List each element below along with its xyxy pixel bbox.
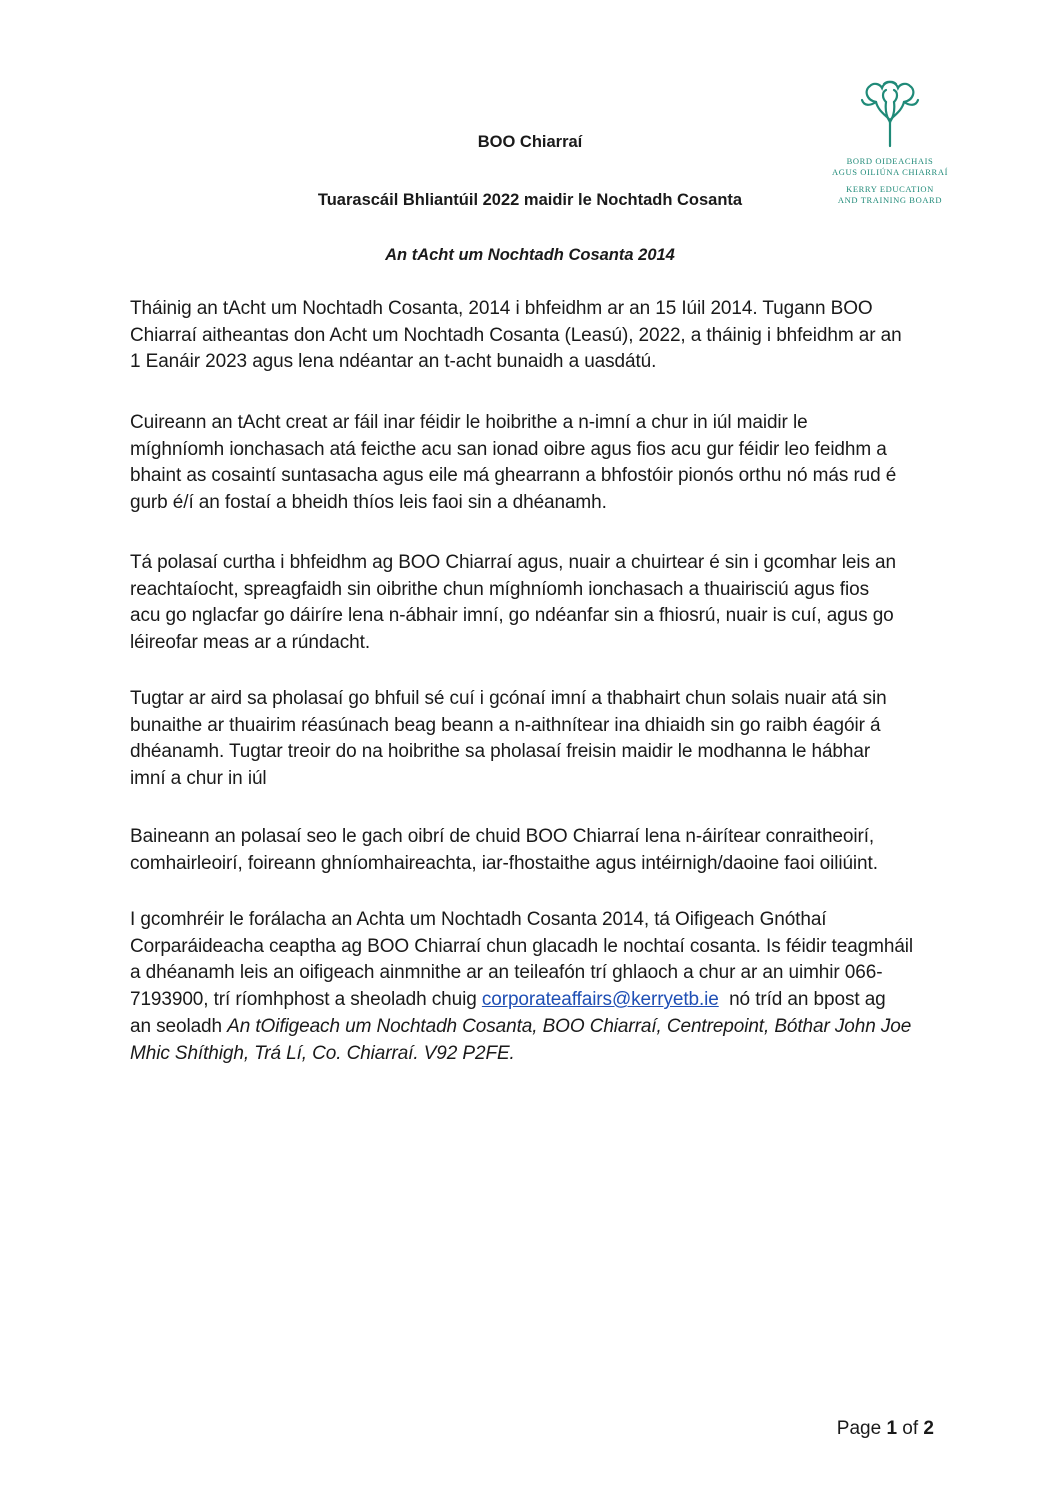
of-label: of xyxy=(897,1418,924,1439)
text-fragment: nó tríd an bpost ag xyxy=(718,989,886,1011)
paragraph-act-commencement xyxy=(130,296,950,376)
current-page: 1 xyxy=(886,1418,898,1439)
text-line: Chiarraí aitheantas don Acht um Nochtadh Cosanta (Leasú), 2022, a tháinig i bhfeidhm ar an xyxy=(130,324,902,346)
logo-text-english-2: AND TRAINING BOARD xyxy=(837,195,943,205)
text-line: imní a chur in iúl xyxy=(130,768,267,790)
text-line: acu go nglacfar go dáiríre lena n-ábhair imní, go ndéanfar sin a fhiosrú, nuair is cuí, agus go xyxy=(130,605,894,627)
logo-text-english-1: KERRY EDUCATION xyxy=(846,184,934,194)
text-line: Baineann an polasaí seo le gach oibrí de chuid BOO Chiarraí lena n-áirítear conraitheoirí, xyxy=(130,826,875,847)
paragraph-policy xyxy=(130,550,950,657)
text-line: comhairleoirí, foireann ghníomhaireachta, iar-fhostaithe agus intéirnigh/daoine faoi oiliúint. xyxy=(130,852,878,874)
postal-address-continued: Mhic Shíthigh, Trá Lí, Co. Chiarraí. V92 P2FE. xyxy=(130,1042,515,1064)
text-line: Tugtar ar aird sa pholasaí go bhfuil sé cuí i gcónaí imní a thabhairt chun solais nuair atá sin xyxy=(130,688,887,709)
text-line: Cuireann an tAcht creat ar fáil inar féidir le hoibrithe a n-imní a chur in iúl maidir le xyxy=(130,412,808,433)
text-line: bunaithe ar thuairim réasúnach beag beann a n-aithnítear ina dhiaidh sin go raibh éagóir á xyxy=(130,714,881,736)
text-line: reachtaíocht, spreagfaidh sin oibrithe chun míghníomh ionchasach a thuairisciú agus fios xyxy=(130,578,869,600)
organisation-heading: BOO Chiarraí xyxy=(477,133,583,151)
email-link[interactable]: corporateaffairs@kerryetb.ie xyxy=(481,989,719,1011)
text-line: I gcomhréir le forálacha an Achta um Nochtadh Cosanta 2014, tá Oifigeach Gnóthaí xyxy=(130,909,827,930)
text-fragment: 7193900, trí ríomhphost a sheoladh chuig xyxy=(130,989,482,1011)
act-subtitle: An tAcht um Nochtadh Cosanta 2014 xyxy=(385,246,675,264)
text-line: Corparáideacha ceaptha ag BOO Chiarraí chun glacadh le nochtaí cosanta. Is féidir teagmháil xyxy=(130,935,914,957)
text-line xyxy=(130,987,950,1014)
paragraph-policy-scope xyxy=(130,824,950,877)
text-line: gurb é/í an fostaí a bheidh thíos leis faoi sin a dhéanamh. xyxy=(130,492,607,514)
page-number xyxy=(837,1418,934,1440)
text-fragment: an seoladh xyxy=(130,1015,228,1037)
postal-address: An tOifigeach um Nochtadh Cosanta, BOO Chiarraí, Centrepoint, Bóthar John Joe xyxy=(227,1015,912,1037)
total-pages: 2 xyxy=(923,1418,934,1439)
report-title: Tuarascáil Bhliantúil 2022 maidir le Nochtadh Cosanta xyxy=(317,191,743,209)
text-line: Tá polasaí curtha i bhfeidhm ag BOO Chiarraí agus, nuair a chuirtear é sin i gcomhar leis an xyxy=(130,552,896,573)
paragraph-contact xyxy=(130,907,950,1067)
logo-text-irish-2: AGUS OILIÚNA CHIARRAÍ xyxy=(831,167,948,177)
text-line: dhéanamh. Tugtar treoir do na hoibrithe sa pholasaí freisin maidir le modhanna le hábhar xyxy=(130,741,871,763)
text-line: léireofar meas ar a rúndacht. xyxy=(130,632,370,654)
text-line: míghníomh ionchasach atá feicthe acu san ionad oibre agus fios acu gur féidir leo feidhm a xyxy=(130,438,887,460)
text-line: Tháinig an tAcht um Nochtadh Cosanta, 2014 i bhfeidhm ar an 15 Iúil 2014. Tugann BOO xyxy=(130,298,873,319)
text-line: bhaint as cosaintí suntasacha agus eile má ghearrann a bhfostóir pionós orthu nó más rud é xyxy=(130,465,897,487)
text-line: 1 Eanáir 2023 agus lena ndéantar an t-acht bunaidh a uasdátú. xyxy=(130,351,657,373)
paragraph-act-framework xyxy=(130,410,950,517)
logo-text-irish-1: BORD OIDEACHAIS xyxy=(846,156,934,166)
text-line xyxy=(130,1014,950,1041)
text-line: a dhéanamh leis an oifigeach ainmnithe ar an teileafón trí ghlaoch a chur ar an uimhir 066- xyxy=(130,962,883,984)
page-label: Page xyxy=(836,1418,887,1439)
paragraph-policy-guidance xyxy=(130,686,950,793)
